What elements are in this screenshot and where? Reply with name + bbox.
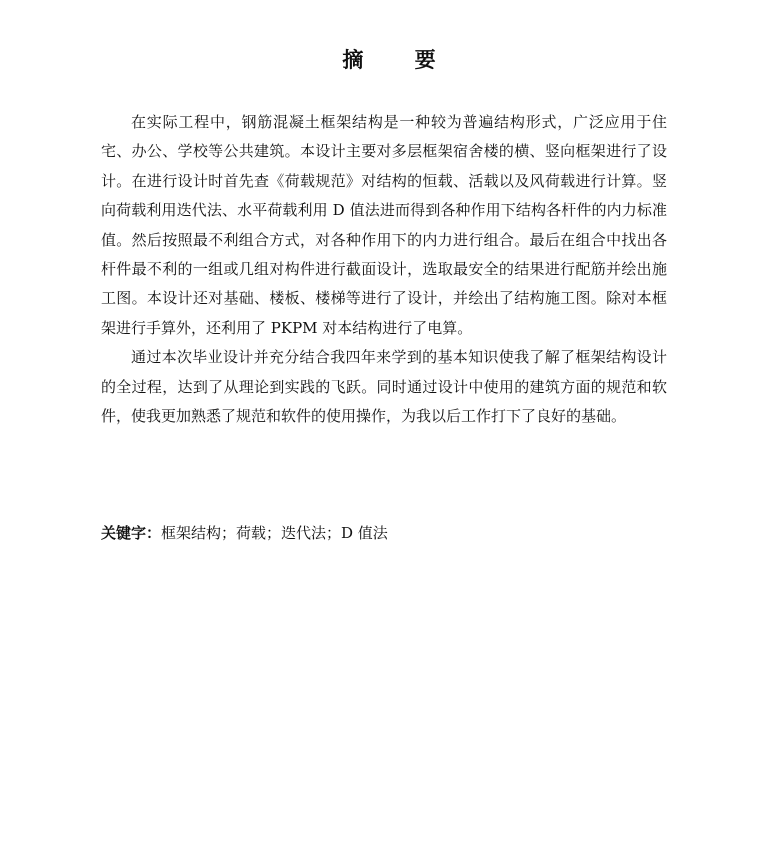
abstract-paragraph-1: 在实际工程中，钢筋混凝土框架结构是一种较为普遍结构形式，广泛应用于住宅、办公、学校等公共建筑。本设计主要对多层框架宿舍楼的横、竖向框架进行了设计。在进行设计时首先查《荷载规范》对结构的恒载、活载以及风荷载进行计算。竖向荷载利用迭代法、水平荷载利用 D 值法进而得到各种作用下结构各杆件的内力标准值。然后按照最不利组合方式，对各种作用下的内力进行组合。最后在组合中找出各杆件最不利的一组或几组对构件进行截面设计，选取最安全的结果进行配筋并绘出施工图。本设计还对基础、楼板、楼梯等进行了设计，并绘出了结构施工图。除对本框架进行手算外，还利用了 PKPM 对本结构进行了电算。 (101, 113, 667, 337)
keywords-text: 框架结构；荷载；迭代法；D 值法 (161, 524, 388, 542)
keywords-line (101, 520, 667, 546)
page-title: 摘 要 (342, 48, 458, 72)
abstract-paragraph-2: 通过本次毕业设计并充分结合我四年来学到的基本知识使我了解了框架结构设计的全过程，达到了从理论到实践的飞跃。同时通过设计中使用的建筑方面的规范和软件，使我更加熟悉了规范和软件的使用操作，为我以后工作打下了良好的基础。 (101, 348, 667, 426)
abstract-body (101, 108, 667, 431)
keywords-label: 关键字： (101, 524, 162, 542)
